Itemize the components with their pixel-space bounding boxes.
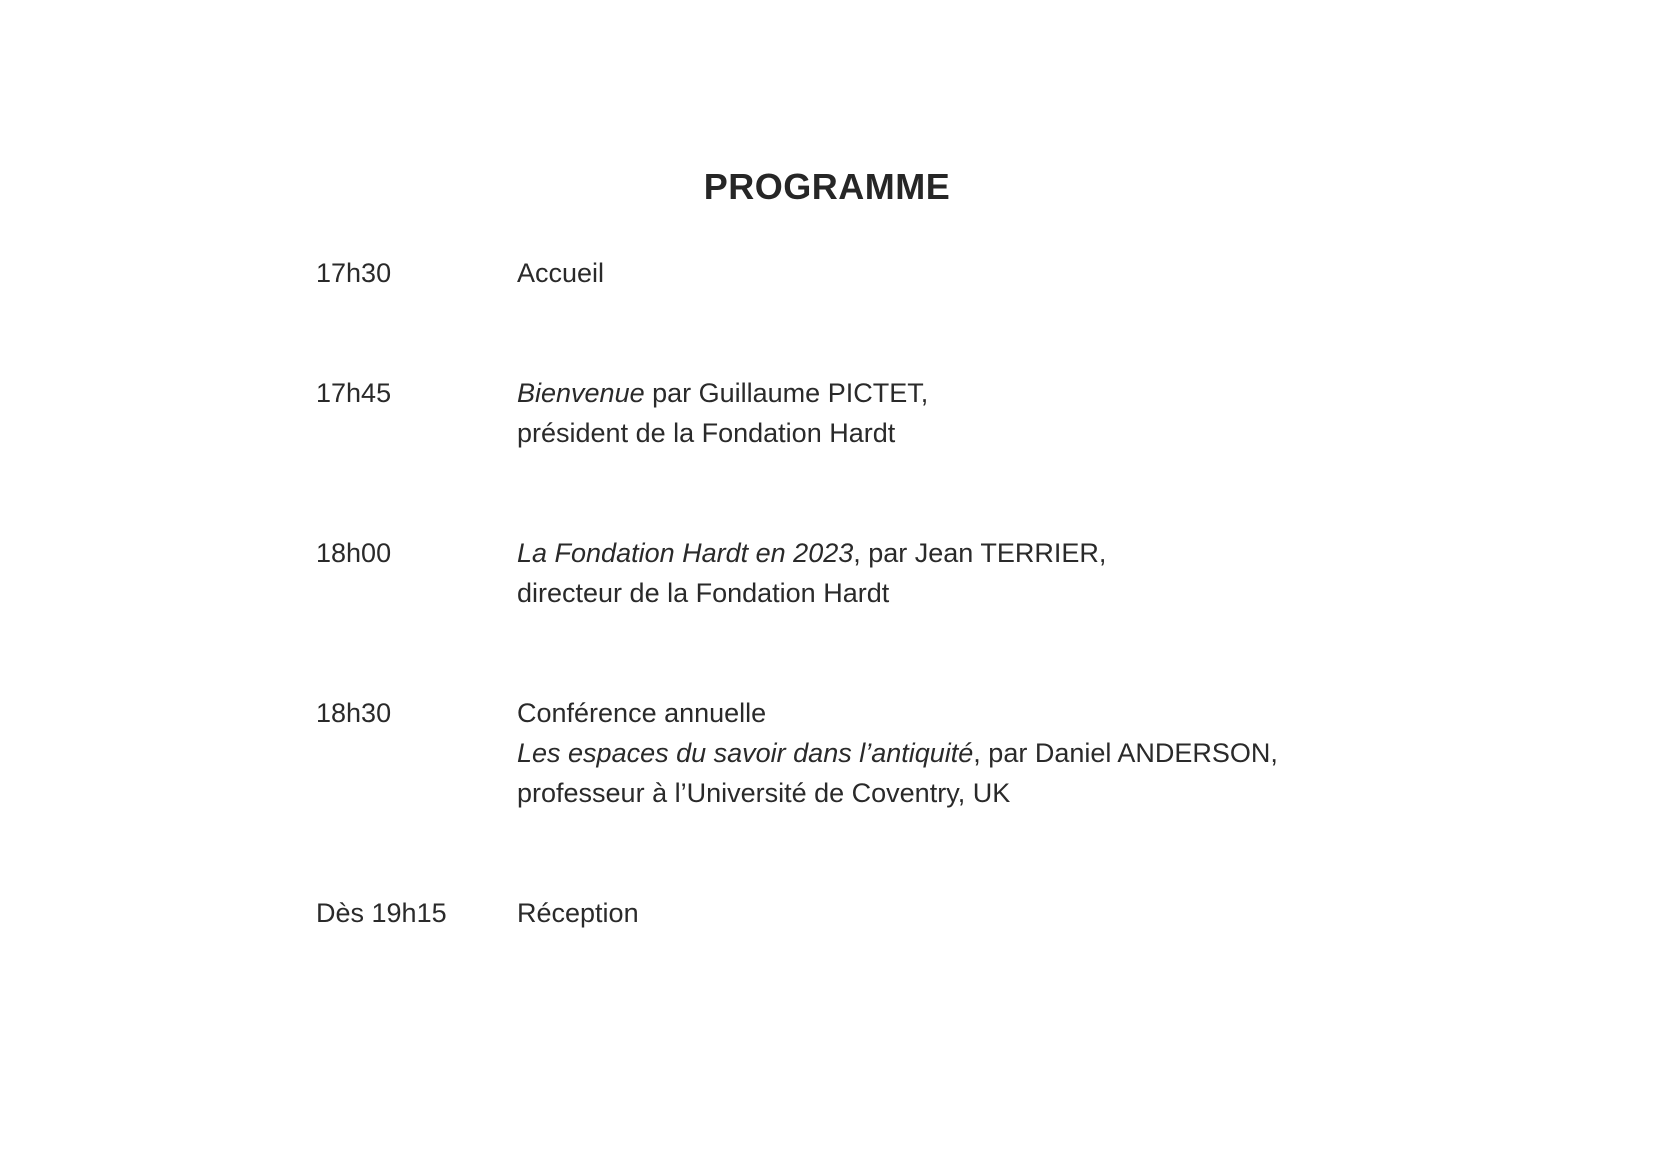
item-time: 18h00	[316, 538, 392, 568]
item-time: 17h45	[316, 378, 392, 408]
item-line: Conférence annuelle	[517, 698, 767, 728]
item-speaker: par Guillaume PICTET,	[644, 378, 929, 408]
item-time: Dès 19h15	[316, 898, 447, 928]
item-time: 17h30	[316, 258, 392, 288]
item-time: 18h30	[316, 698, 392, 728]
item-speaker: , par Jean TERRIER,	[853, 538, 1107, 568]
item-description	[517, 533, 1417, 613]
item-speaker-role: président de la Fondation Hardt	[517, 418, 896, 448]
item-speaker: , par Daniel ANDERSON,	[973, 738, 1278, 768]
item-line	[517, 373, 1417, 413]
item-line	[517, 533, 1417, 573]
item-speaker-role: directeur de la Fondation Hardt	[517, 578, 890, 608]
item-title-italic: Les espaces du savoir dans l’antiquité	[517, 738, 974, 768]
item-description	[517, 893, 1417, 933]
item-description	[517, 693, 1417, 813]
item-line: Accueil	[517, 258, 605, 288]
item-speaker-role: professeur à l’Université de Coventry, UK	[517, 778, 1011, 808]
item-title-italic: La Fondation Hardt en 2023	[517, 538, 854, 568]
item-line: Réception	[517, 898, 639, 928]
item-description	[517, 253, 1417, 293]
item-line	[517, 733, 1417, 773]
item-description	[517, 373, 1417, 453]
page-title: PROGRAMME	[703, 166, 951, 207]
item-title-italic: Bienvenue	[517, 378, 645, 408]
